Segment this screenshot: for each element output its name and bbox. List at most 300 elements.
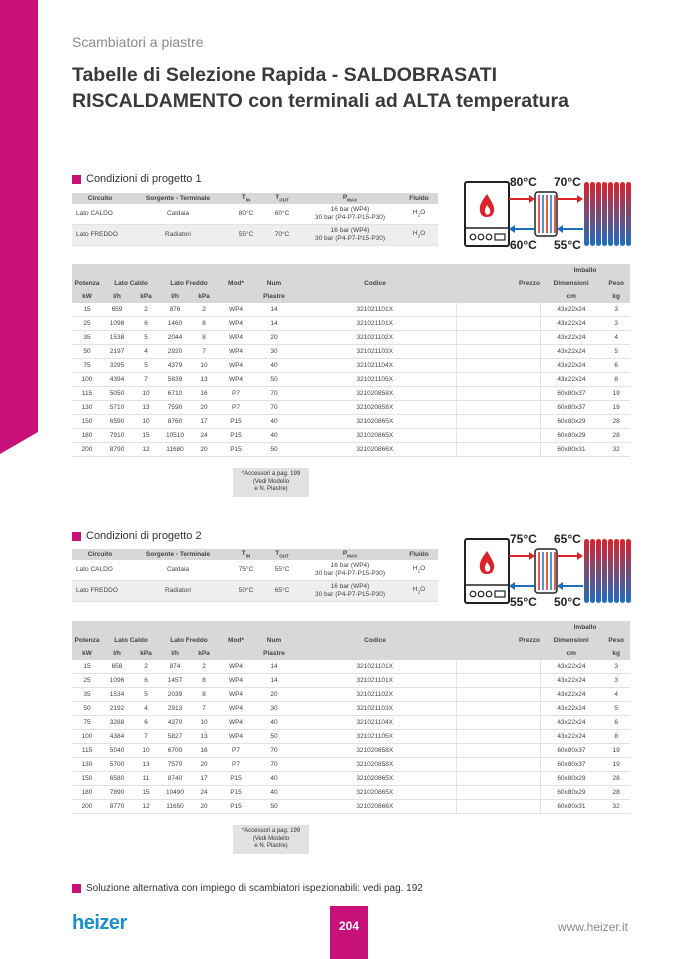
cell-mod: WP4 (218, 688, 254, 702)
cell-num: 14 (254, 317, 294, 331)
cell-codice: 321020858X (294, 387, 456, 401)
cell-prezzo (456, 401, 540, 415)
cell-prezzo (456, 660, 540, 674)
header-blank (294, 621, 456, 634)
unit-cm: cm (540, 290, 602, 303)
cell-kpa-caldo: 5 (132, 331, 160, 345)
header-blank (72, 621, 102, 634)
label-cold-in: 60°C (510, 238, 537, 252)
note-line: *Accessori a pag. 199 (241, 471, 301, 477)
cell-mod: WP4 (218, 730, 254, 744)
cell-peso: 4 (602, 688, 630, 702)
cell-peso: 8 (602, 730, 630, 744)
header-row-main (72, 634, 630, 647)
cell-lh-caldo: 2192 (102, 702, 132, 716)
cell-kpa-freddo: 20 (190, 758, 218, 772)
cell-dimensioni: 60x80x37 (540, 758, 602, 772)
cell-lh-caldo: 5040 (102, 744, 132, 758)
cell-prezzo (456, 688, 540, 702)
table-row (72, 758, 630, 772)
unit-kg: kg (602, 290, 630, 303)
radiator-fin (620, 182, 625, 246)
cell-codice: 321021102X (294, 331, 456, 345)
radiator-fin (608, 182, 613, 246)
cell-prezzo (456, 674, 540, 688)
cell-dimensioni: 43x22x24 (540, 730, 602, 744)
cell-dimensioni: 43x22x24 (540, 345, 602, 359)
unit-kpa: kPa (190, 647, 218, 660)
cell-peso: 19 (602, 758, 630, 772)
cell-lh-freddo: 7590 (160, 401, 190, 415)
cell-lh-caldo: 4394 (102, 373, 132, 387)
cell-peso: 8 (602, 373, 630, 387)
cell-dimensioni: 60x80x31 (540, 800, 602, 814)
cell-potenza: 150 (72, 772, 102, 786)
cell-codice: 321020858X (294, 744, 456, 758)
cell-peso: 19 (602, 401, 630, 415)
cell-lh-freddo: 2044 (160, 331, 190, 345)
cell-tin: 75°C (228, 560, 264, 581)
radiator-fin (620, 539, 625, 603)
cell-potenza: 75 (72, 359, 102, 373)
header-blank (102, 621, 132, 634)
cell-tout: 55°C (264, 560, 300, 581)
cell-dimensioni: 60x80x31 (540, 443, 602, 457)
cell-dimensioni: 43x22x24 (540, 373, 602, 387)
cell-mod: P15 (218, 443, 254, 457)
cell-mod: WP4 (218, 359, 254, 373)
cell-codice: 321021105X (294, 373, 456, 387)
cell-kpa-caldo: 10 (132, 387, 160, 401)
cell-lh-caldo: 5710 (102, 401, 132, 415)
radiator-fin (626, 182, 631, 246)
cell-mod: WP4 (218, 716, 254, 730)
header-imballo: Imballo (540, 621, 630, 634)
cell-prezzo (456, 317, 540, 331)
cell-potenza: 200 (72, 800, 102, 814)
cell-num: 40 (254, 716, 294, 730)
cell-peso: 3 (602, 674, 630, 688)
unit-kpa: kPa (132, 290, 160, 303)
cell-codice: 321020865X (294, 429, 456, 443)
cell-potenza: 115 (72, 744, 102, 758)
cell-peso: 6 (602, 359, 630, 373)
cell-sorgente: Caldaia (128, 560, 228, 581)
cell-num: 20 (254, 688, 294, 702)
cell-lh-freddo: 6700 (160, 744, 190, 758)
col-circuito: Circuito (72, 193, 128, 204)
fluido-tail: O (420, 208, 426, 216)
table-row (72, 800, 630, 814)
unit-kw: kW (72, 290, 102, 303)
cell-dimensioni: 60x80x29 (540, 415, 602, 429)
cell-mod: WP4 (218, 660, 254, 674)
fluido-tail: O (420, 585, 426, 593)
cell-dimensioni: 60x80x37 (540, 387, 602, 401)
fluido-tail: O (420, 229, 426, 237)
cell-codice: 321020866X (294, 800, 456, 814)
cell-num: 20 (254, 331, 294, 345)
cell-dimensioni: 43x22x24 (540, 303, 602, 317)
cell-prezzo (456, 758, 540, 772)
cell-prezzo (456, 387, 540, 401)
cell-num: 50 (254, 730, 294, 744)
unit-blank (294, 647, 456, 660)
fluido-text: H (412, 564, 418, 572)
cell-peso: 5 (602, 702, 630, 716)
cell-mod: WP4 (218, 702, 254, 716)
heat-exchanger-diagram-2 (463, 531, 633, 611)
cell-kpa-freddo: 8 (190, 674, 218, 688)
header-blank (160, 621, 190, 634)
cell-potenza: 130 (72, 401, 102, 415)
cell-dimensioni: 60x80x37 (540, 744, 602, 758)
cell-codice: 321021101X (294, 660, 456, 674)
cell-dimensioni: 43x22x24 (540, 688, 602, 702)
table-row (72, 744, 630, 758)
cell-lh-freddo: 6710 (160, 387, 190, 401)
arrow-right-icon (577, 195, 583, 203)
cell-kpa-freddo: 16 (190, 387, 218, 401)
cell-fluido (400, 225, 438, 246)
cell-mod: WP4 (218, 303, 254, 317)
cell-mod: P15 (218, 429, 254, 443)
cell-lh-caldo: 658 (102, 660, 132, 674)
header-blank (102, 264, 132, 277)
unit-kpa: kPa (190, 290, 218, 303)
cell-potenza: 75 (72, 716, 102, 730)
cell-prezzo (456, 772, 540, 786)
cell-tout: 65°C (264, 581, 300, 602)
arrow-right-icon (529, 195, 535, 203)
cell-num: 40 (254, 359, 294, 373)
header-num: Num (254, 277, 294, 290)
cell-lh-freddo: 1460 (160, 317, 190, 331)
cell-lh-freddo: 10490 (160, 786, 190, 800)
header-lato-freddo: Lato Freddo (160, 634, 218, 647)
col-sorgente: Sorgente - Terminale (128, 193, 228, 204)
unit-kw: kW (72, 647, 102, 660)
table-row (72, 443, 630, 457)
pmax-line: 30 bar (P4-P7-P15-P30) (314, 235, 386, 242)
title-line-1: Tabelle di Selezione Rapida - SALDOBRASATI (72, 64, 498, 86)
unit-lh: l/h (160, 290, 190, 303)
cell-dimensioni: 60x80x29 (540, 786, 602, 800)
cell-kpa-freddo: 7 (190, 702, 218, 716)
condition-row (72, 225, 438, 246)
cell-kpa-caldo: 2 (132, 303, 160, 317)
pmax-line: 30 bar (P4-P7-P15-P30) (314, 214, 386, 221)
cell-lh-caldo: 659 (102, 303, 132, 317)
cell-kpa-caldo: 4 (132, 345, 160, 359)
cell-lh-caldo: 6580 (102, 772, 132, 786)
fluido-text: H (412, 229, 418, 237)
cell-codice: 321021105X (294, 730, 456, 744)
selection-table-2 (72, 621, 630, 814)
header-peso: Peso (602, 634, 630, 647)
cell-lh-caldo: 1096 (102, 674, 132, 688)
cell-lh-freddo: 874 (160, 660, 190, 674)
footer-note (72, 883, 423, 894)
note-line: *Accessori a pag. 199 (241, 828, 301, 834)
cell-kpa-freddo: 24 (190, 429, 218, 443)
header-prezzo: Prezzo (456, 277, 540, 290)
header-blank (132, 264, 160, 277)
note-line: (Vedi Modello (252, 478, 290, 485)
cell-circuito: Lato FREDDO (72, 581, 128, 602)
note-line: e N. Piastre) (254, 843, 288, 849)
col-circuito: Circuito (72, 549, 128, 560)
cell-num: 40 (254, 415, 294, 429)
cell-kpa-freddo: 20 (190, 443, 218, 457)
conditions-table-2 (72, 549, 438, 602)
cell-kpa-freddo: 20 (190, 800, 218, 814)
cell-prezzo (456, 373, 540, 387)
cell-peso: 19 (602, 744, 630, 758)
header-codice: Codice (294, 277, 456, 290)
cell-num: 50 (254, 800, 294, 814)
condition-row (72, 204, 438, 225)
radiator-fin (584, 182, 589, 246)
cell-kpa-caldo: 15 (132, 429, 160, 443)
header-row-imballo (72, 621, 630, 634)
radiator-fin (602, 539, 607, 603)
cell-codice: 321021102X (294, 688, 456, 702)
cell-potenza: 130 (72, 758, 102, 772)
unit-lh: l/h (102, 647, 132, 660)
page-title (72, 62, 672, 114)
header-potenza: Potenza (72, 634, 102, 647)
label-cold-in: 55°C (510, 595, 537, 609)
header-blank (160, 264, 190, 277)
page-number: 204 (330, 906, 368, 959)
cell-lh-freddo: 5827 (160, 730, 190, 744)
cell-mod: WP4 (218, 373, 254, 387)
table-row (72, 716, 630, 730)
cell-lh-caldo: 6590 (102, 415, 132, 429)
cell-dimensioni: 60x80x37 (540, 401, 602, 415)
header-prezzo: Prezzo (456, 634, 540, 647)
cell-codice: 321021101X (294, 303, 456, 317)
cell-peso: 4 (602, 331, 630, 345)
table-row (72, 303, 630, 317)
pmax-line: 16 bar (WP4) (330, 583, 370, 590)
cell-codice: 321020866X (294, 443, 456, 457)
cell-lh-freddo: 2920 (160, 345, 190, 359)
cell-kpa-caldo: 6 (132, 317, 160, 331)
fluido-text: H (412, 208, 418, 216)
cell-codice: 321021103X (294, 702, 456, 716)
cell-num: 70 (254, 744, 294, 758)
cell-lh-caldo: 5700 (102, 758, 132, 772)
bullet-square-icon (72, 532, 81, 541)
unit-piastre: Piastre (254, 647, 294, 660)
arrow-left-icon (557, 225, 563, 233)
table-row (72, 429, 630, 443)
cell-lh-caldo: 7890 (102, 786, 132, 800)
unit-blank (456, 647, 540, 660)
cell-kpa-caldo: 7 (132, 373, 160, 387)
cell-kpa-caldo: 10 (132, 744, 160, 758)
col-fluido: Fluido (400, 193, 438, 204)
cell-kpa-caldo: 13 (132, 758, 160, 772)
cell-prezzo (456, 730, 540, 744)
cell-mod: P15 (218, 786, 254, 800)
cell-kpa-freddo: 8 (190, 317, 218, 331)
header-blank (254, 621, 294, 634)
title-line-2: RISCALDAMENTO con terminali ad ALTA temperatura (72, 90, 569, 112)
cell-fluido (400, 581, 438, 602)
cell-kpa-freddo: 17 (190, 772, 218, 786)
cell-num: 14 (254, 674, 294, 688)
cell-num: 50 (254, 443, 294, 457)
cell-kpa-caldo: 10 (132, 415, 160, 429)
table-row (72, 730, 630, 744)
note-line: (Vedi Modello (252, 835, 290, 842)
cell-circuito: Lato CALDO (72, 204, 128, 225)
cell-peso: 3 (602, 317, 630, 331)
cell-potenza: 35 (72, 688, 102, 702)
cell-lh-caldo: 7910 (102, 429, 132, 443)
radiator-fin (614, 539, 619, 603)
cell-peso: 28 (602, 786, 630, 800)
header-lato-caldo: Lato Caldo (102, 634, 160, 647)
table-row (72, 415, 630, 429)
col-tout: $T_{OUT}$ (264, 193, 300, 204)
cell-kpa-caldo: 5 (132, 359, 160, 373)
cell-kpa-caldo: 6 (132, 674, 160, 688)
table-row (72, 401, 630, 415)
cell-prezzo (456, 786, 540, 800)
header-blank (72, 264, 102, 277)
cell-peso: 6 (602, 716, 630, 730)
cell-lh-caldo: 8770 (102, 800, 132, 814)
header-mod: Mod* (218, 277, 254, 290)
cell-prezzo (456, 359, 540, 373)
table-row (72, 317, 630, 331)
header-peso: Peso (602, 277, 630, 290)
radiator-fin (590, 182, 595, 246)
cell-lh-caldo: 1538 (102, 331, 132, 345)
pmax-line: 16 bar (WP4) (330, 227, 370, 234)
cell-lh-caldo: 1534 (102, 688, 132, 702)
cell-tin: 55°C (228, 225, 264, 246)
cell-potenza: 180 (72, 786, 102, 800)
cell-potenza: 100 (72, 730, 102, 744)
cell-dimensioni: 43x22x24 (540, 660, 602, 674)
table-row (72, 660, 630, 674)
cell-prezzo (456, 331, 540, 345)
arrow-right-icon (529, 552, 535, 560)
cell-potenza: 50 (72, 702, 102, 716)
cell-peso: 32 (602, 443, 630, 457)
table-row (72, 359, 630, 373)
condition-row (72, 581, 438, 602)
cell-codice: 321020865X (294, 772, 456, 786)
website-link[interactable]: www.heizer.it (557, 920, 628, 934)
cell-mod: P7 (218, 387, 254, 401)
table-row (72, 772, 630, 786)
conditions-table-1 (72, 193, 438, 246)
radiator-fin (584, 539, 589, 603)
cell-codice: 321020865X (294, 786, 456, 800)
cell-lh-caldo: 3288 (102, 716, 132, 730)
cell-tin: 80°C (228, 204, 264, 225)
cell-lh-freddo: 11650 (160, 800, 190, 814)
cell-sorgente: Caldaia (128, 204, 228, 225)
radiator-fin (626, 539, 631, 603)
fluido-sub: 2 (417, 568, 421, 574)
cell-lh-caldo: 2197 (102, 345, 132, 359)
cell-num: 14 (254, 660, 294, 674)
header-potenza: Potenza (72, 277, 102, 290)
cell-num: 70 (254, 387, 294, 401)
header-blank (132, 621, 160, 634)
cell-lh-freddo: 2039 (160, 688, 190, 702)
unit-lh: l/h (102, 290, 132, 303)
cell-kpa-freddo: 17 (190, 415, 218, 429)
table-row (72, 345, 630, 359)
cell-potenza: 15 (72, 303, 102, 317)
cell-circuito: Lato FREDDO (72, 225, 128, 246)
cell-dimensioni: 43x22x24 (540, 716, 602, 730)
cell-kpa-freddo: 20 (190, 401, 218, 415)
header-row-imballo (72, 264, 630, 277)
cell-prezzo (456, 443, 540, 457)
section-2-heading (72, 530, 202, 542)
radiator-fin (590, 539, 595, 603)
cell-dimensioni: 43x22x24 (540, 702, 602, 716)
cell-codice: 321021104X (294, 716, 456, 730)
cell-mod: P7 (218, 401, 254, 415)
cell-lh-freddo: 4370 (160, 716, 190, 730)
cell-potenza: 115 (72, 387, 102, 401)
cell-codice: 321021103X (294, 345, 456, 359)
cell-mod: P7 (218, 758, 254, 772)
cell-lh-freddo: 4379 (160, 359, 190, 373)
cell-num: 70 (254, 401, 294, 415)
section-2-heading-text: Condizioni di progetto 2 (86, 530, 202, 542)
bullet-square-icon (72, 175, 81, 184)
brand-logo[interactable]: heizer (72, 912, 127, 934)
cell-kpa-freddo: 8 (190, 688, 218, 702)
cell-prezzo (456, 702, 540, 716)
cell-lh-freddo: 876 (160, 303, 190, 317)
unit-blank (456, 290, 540, 303)
cell-lh-freddo: 2913 (160, 702, 190, 716)
header-num: Num (254, 634, 294, 647)
header-lato-caldo: Lato Caldo (102, 277, 160, 290)
pmax-line: 30 bar (P4-P7-P15-P30) (314, 591, 386, 598)
cell-prezzo (456, 415, 540, 429)
radiator-fin (596, 539, 601, 603)
cell-num: 40 (254, 772, 294, 786)
cell-potenza: 200 (72, 443, 102, 457)
cell-kpa-freddo: 10 (190, 716, 218, 730)
table-row (72, 688, 630, 702)
cell-pmax (300, 581, 400, 602)
col-tin: $T_{IN}$ (228, 193, 264, 204)
cell-prezzo (456, 429, 540, 443)
accessories-note-2 (233, 825, 309, 854)
cell-potenza: 15 (72, 660, 102, 674)
cell-dimensioni: 43x22x24 (540, 317, 602, 331)
cell-prezzo (456, 716, 540, 730)
unit-kg: kg (602, 647, 630, 660)
label-hot-out: 70°C (554, 175, 581, 189)
cell-prezzo (456, 800, 540, 814)
label-cold-out: 50°C (554, 595, 581, 609)
